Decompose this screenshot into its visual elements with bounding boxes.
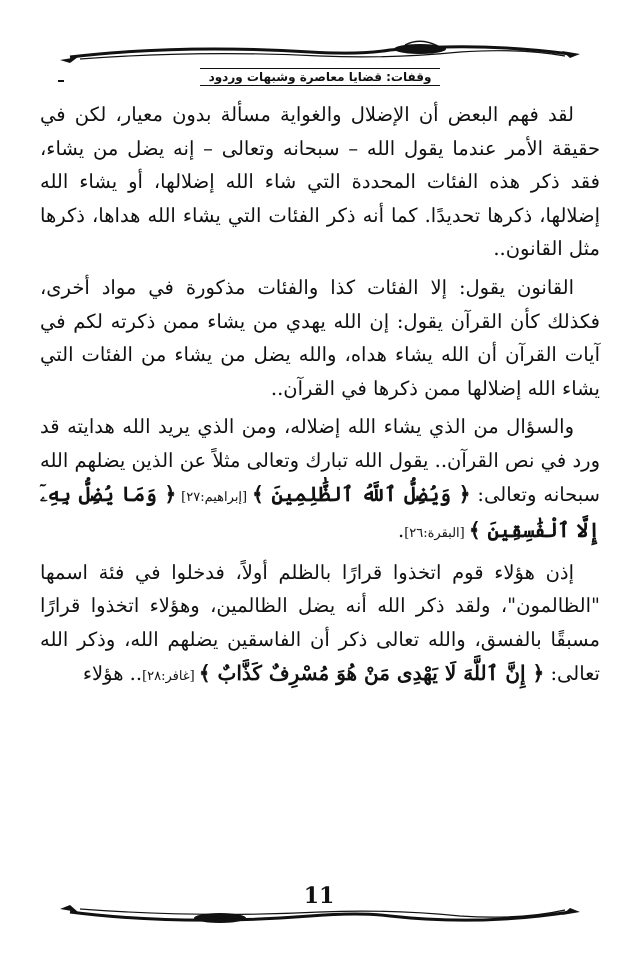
paragraph-text: لقد فهم البعض أن الإضلال والغواية مسألة بدون معيار، لكن في حقيقة الأمر عندما يقول الله – سبحانه وتعالى – إنه يضل من يشاء، فقد ذكر هذه الفئات المحددة التي شاء الله إضلالها، أو يشاء الله إضلالها، ذكرها تحديدًا. كما أنه ذكر الفئات التي يشاء الله هداها، ذكرها مثل القانون.. <box>40 103 600 261</box>
quran-verse: ﴿ إِنَّ ٱللَّهَ لَا يَهْدِى مَنْ هُوَ مُسْرِفٌ كَذَّابٌ ﴾ <box>198 660 545 685</box>
top-ornament-rule <box>60 40 580 68</box>
paragraph-text: .. هؤلاء <box>82 661 143 685</box>
quran-verse: ﴿ وَمَا يُضِلُّ بِهِۦٓ إِلَّا ٱلْفَٰسِقِينَ ﴾ <box>40 481 600 543</box>
body-text <box>40 98 600 698</box>
verse-reference: [غافر:٢٨] <box>142 668 199 684</box>
verse-reference: [البقرة:٢٦] <box>404 526 469 542</box>
bottom-ornament-rule <box>60 900 580 928</box>
paragraph-text: . <box>397 519 405 543</box>
margin-tick <box>58 80 64 82</box>
paragraph <box>40 98 600 266</box>
verse-reference: [إبراهيم:٢٧] <box>176 489 253 505</box>
paragraph-text: إذن هؤلاء قوم اتخذوا قرارًا بالظلم أولاً، فدخلوا في فئة اسمها "الظالمون"، ولقد ذكر الله أنه يضل الظالمين، وهؤلاء اتخذوا قرارًا مسبقًا بالفسق، والله تعالى ذكر أن الفاسقين يضلهم الله، وذكر الله تعالى: <box>40 560 600 685</box>
quran-verse: ﴿ وَيُضِلُّ ٱللَّهُ ٱلظَّٰلِمِينَ ﴾ <box>252 481 471 506</box>
running-title: وقفات: قضايا معاصرة وشبهات وردود <box>200 68 440 86</box>
paragraph <box>40 410 600 550</box>
paragraph-text: والسؤال من الذي يشاء الله إضلاله، ومن الذي يريد الله هدايته قد ورد في نص القرآن.. يقول الله تبارك وتعالى مثلاً عن الذين يضلهم الله سبحانه وتعالى: <box>40 415 600 506</box>
paragraph-text: القانون يقول: إلا الفئات كذا والفئات مذكورة في مواد أخرى، فكذلك كأن القرآن يقول: إن الله يهدي من يشاء ممن ذكرته لكم في آيات القرآن أن الله يشاء هداه، والله يضل من يشاء من الفئات التي يشاء الله إضلالها ممن ذكرها في القرآن.. <box>40 275 600 400</box>
page-number: 11 <box>303 883 335 909</box>
paragraph <box>40 556 600 693</box>
paragraph <box>40 271 600 405</box>
